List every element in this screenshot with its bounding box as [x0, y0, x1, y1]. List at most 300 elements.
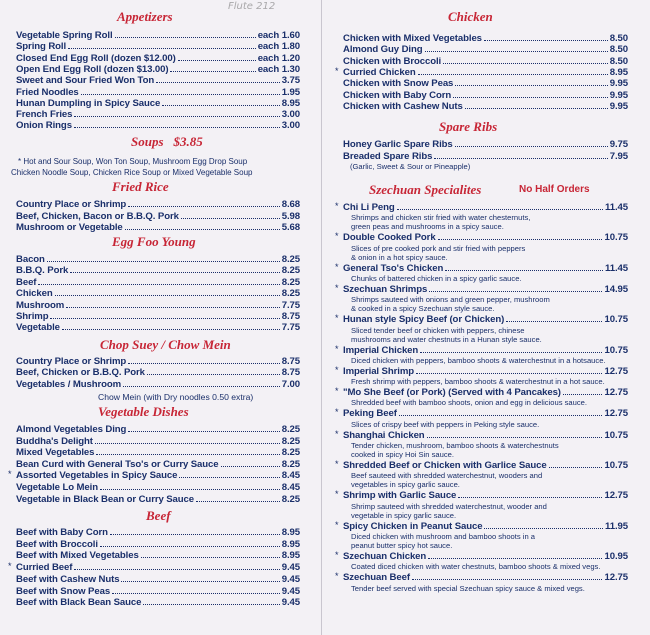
- item-name: Hunan Dumpling in Spicy Sauce: [16, 97, 161, 109]
- leader-dots: [141, 557, 280, 558]
- item-name: Onion Rings: [16, 120, 72, 132]
- item-name: Beef, Chicken or B.B.Q. Pork: [16, 367, 145, 379]
- leader-dots: [420, 352, 602, 353]
- item-name: Beef with Snow Peas: [16, 585, 111, 597]
- menu-item: [343, 232, 628, 242]
- menu-item: [16, 277, 300, 287]
- item-price: 8.45: [281, 482, 300, 493]
- item-price: 3.75: [281, 75, 300, 87]
- spicy-marker: *: [335, 313, 339, 324]
- leader-dots: [47, 261, 280, 262]
- item-price: 7.00: [281, 378, 300, 390]
- menu-item: [16, 494, 300, 504]
- menu-item: [343, 78, 628, 88]
- item-price: 12.75: [604, 387, 628, 399]
- section-title-soups: [131, 134, 203, 150]
- item-name: Vegetables / Mushroom: [16, 378, 122, 390]
- leader-dots: [455, 85, 607, 86]
- leader-dots: [443, 63, 608, 64]
- leader-dots: [196, 501, 280, 502]
- item-price: 8.25: [281, 447, 300, 459]
- item-name: Shanghai Chicken: [343, 429, 425, 441]
- item-price: 8.25: [281, 435, 300, 447]
- section-title-fried-rice: Fried Rice: [112, 179, 169, 194]
- item-price: 12.75: [604, 572, 628, 584]
- menu-item: [16, 527, 300, 537]
- item-price: 11.45: [605, 262, 628, 274]
- item-name: Double Cooked Pork: [343, 232, 436, 244]
- section-title-beef: Beef: [146, 508, 171, 523]
- item-description: Beef sauteed with shredded waterchestnut, wooders and: [351, 471, 543, 481]
- item-description: Shrimps and chicken stir fried with water chesternuts,: [351, 213, 531, 223]
- leader-dots: [123, 386, 280, 387]
- leader-dots: [162, 105, 279, 106]
- menu-item: [16, 41, 300, 51]
- item-name: Spring Roll: [16, 41, 67, 53]
- menu-item: [16, 424, 300, 434]
- item-description: vegetable in spicy garlic sauce.: [351, 510, 457, 520]
- item-name: Beef with Black Bean Sauce: [16, 597, 142, 609]
- item-price: 10.75: [604, 344, 628, 356]
- menu-item: [16, 222, 300, 232]
- menu-item: [16, 265, 300, 275]
- menu-item: [343, 67, 628, 77]
- leader-dots: [412, 579, 603, 580]
- leader-dots: [465, 108, 608, 109]
- menu-item: [343, 366, 628, 376]
- item-price: 10.75: [604, 460, 628, 471]
- menu-item: [343, 202, 628, 212]
- item-price: 8.50: [609, 55, 628, 67]
- item-name: Beef, Chicken, Bacon or B.B.Q. Pork: [16, 210, 179, 222]
- menu-item: [16, 254, 300, 264]
- leader-dots: [179, 477, 279, 478]
- menu-item: [16, 98, 300, 108]
- menu-item: [343, 490, 628, 500]
- menu-item: [16, 550, 300, 560]
- item-name: Beef with Baby Corn: [16, 527, 108, 538]
- spicy-marker: *: [335, 386, 339, 397]
- spicy-marker: *: [335, 519, 339, 530]
- item-price: 9.75: [609, 139, 628, 150]
- item-price: 8.95: [281, 527, 300, 538]
- item-price: 8.25: [281, 254, 300, 265]
- leader-dots: [112, 593, 280, 594]
- menu-item: [16, 300, 300, 310]
- item-name: Buddha's Delight: [16, 435, 93, 447]
- item-name: Mushroom or Vegetable: [16, 222, 123, 233]
- item-description: & cooked in a spicy Szechuan style sauce.: [351, 304, 495, 314]
- menu-item: [343, 521, 628, 531]
- spicy-marker: *: [335, 261, 339, 272]
- item-name: Shrimp: [16, 311, 49, 322]
- item-name: Breaded Spare Ribs: [343, 150, 433, 162]
- leader-dots: [74, 116, 279, 117]
- spicy-marker: *: [335, 571, 339, 582]
- menu-item: [343, 44, 628, 54]
- leader-dots: [128, 363, 280, 364]
- menu-item: [343, 387, 628, 397]
- item-price: 12.75: [604, 490, 628, 502]
- leader-dots: [484, 528, 603, 529]
- item-description: cooked in spicy Hoi Sin sauce.: [351, 450, 454, 459]
- menu-item: [343, 90, 628, 100]
- menu-item: [16, 211, 300, 221]
- item-name: Vegetable in Black Bean or Curry Sauce: [16, 493, 195, 505]
- spicy-marker: *: [335, 343, 339, 354]
- item-name: Peking Beef: [343, 408, 397, 420]
- leader-dots: [399, 415, 603, 416]
- leader-dots: [121, 581, 279, 582]
- menu-item: [16, 87, 300, 97]
- leader-dots: [458, 497, 602, 498]
- leader-dots: [549, 467, 603, 468]
- item-description: Diced chicken with peppers, bamboo shoots & waterchestnut in a hotsauce.: [351, 356, 606, 365]
- item-name: Chicken with Mixed Vegetables: [343, 33, 482, 44]
- item-price: 9.45: [281, 573, 300, 585]
- item-price: 12.75: [604, 408, 628, 420]
- item-price: 1.95: [281, 86, 300, 98]
- item-price: 5.98: [281, 210, 300, 222]
- leader-dots: [128, 431, 279, 432]
- menu-item: [16, 539, 300, 549]
- leader-dots: [100, 546, 280, 547]
- item-name: Closed End Egg Roll (dozen $12.00): [16, 52, 176, 64]
- item-price: 7.75: [281, 299, 300, 311]
- soups-title: Soups: [131, 134, 164, 149]
- leader-dots: [147, 374, 280, 375]
- leader-dots: [434, 158, 607, 159]
- item-price: 12.75: [604, 366, 628, 377]
- leader-dots: [95, 443, 280, 444]
- item-price: 5.68: [281, 222, 300, 233]
- item-price: 9.95: [609, 100, 628, 112]
- item-name: Szechuan Beef: [343, 572, 410, 584]
- leader-dots: [143, 604, 279, 605]
- spicy-marker: *: [8, 561, 12, 572]
- item-description: & onion in a hot spicy sauce.: [351, 252, 448, 262]
- leader-dots: [455, 146, 608, 147]
- item-price: 11.45: [605, 202, 628, 213]
- section-title-chicken: Chicken: [448, 9, 493, 24]
- chow-mein-note: Chow Mein (with Dry noodles 0.50 extra): [98, 392, 254, 402]
- item-name: Szechuan Chicken: [343, 551, 427, 563]
- leader-dots: [70, 272, 280, 273]
- leader-dots: [428, 558, 602, 559]
- item-price: 9.95: [609, 89, 628, 101]
- item-description: mushrooms and water chestnuts in a Hunan style sauce.: [351, 334, 542, 344]
- leader-dots: [418, 74, 608, 75]
- item-name: Beef with Broccoli: [16, 538, 98, 550]
- item-name: Vegetable: [16, 322, 60, 334]
- item-name: Shrimp with Garlic Sauce: [343, 490, 457, 502]
- menu-item: [343, 139, 628, 149]
- leader-dots: [125, 229, 280, 230]
- item-price: 8.95: [281, 97, 300, 109]
- menu-item: [16, 199, 300, 209]
- item-name: French Fries: [16, 109, 73, 121]
- item-name: Szechuan Shrimps: [343, 284, 428, 295]
- menu-item: [16, 482, 300, 492]
- menu-item: [16, 53, 300, 63]
- leader-dots: [81, 94, 280, 95]
- menu-item: [343, 408, 628, 418]
- item-name: Chicken with Snow Peas: [343, 78, 454, 90]
- item-name: Vegetable Lo Mein: [16, 482, 98, 493]
- item-name: Almond Guy Ding: [343, 44, 423, 56]
- menu-item: [16, 64, 300, 74]
- menu-item: [343, 430, 628, 440]
- item-name: Imperial Chicken: [343, 344, 419, 356]
- item-price: 8.50: [609, 44, 628, 56]
- item-price: 8.75: [281, 367, 300, 379]
- spicy-marker: *: [335, 550, 339, 561]
- item-price: 9.95: [609, 78, 628, 90]
- item-name: Honey Garlic Spare Ribs: [343, 139, 453, 150]
- leader-dots: [181, 218, 280, 219]
- leader-dots: [156, 82, 280, 83]
- leader-dots: [96, 454, 279, 455]
- menu-item: [343, 56, 628, 66]
- menu-item: [16, 447, 300, 457]
- item-price: 8.25: [281, 288, 300, 300]
- leader-dots: [563, 394, 603, 395]
- section-title-szechuan: Szechuan Specialites: [369, 182, 482, 197]
- item-description: green peas and mushrooms in a spicy sauce.: [351, 222, 504, 232]
- item-name: Bacon: [16, 254, 45, 265]
- leader-dots: [506, 321, 602, 322]
- item-name: Bean Curd with General Tso's or Curry Sauce: [16, 458, 219, 470]
- item-price: 8.95: [281, 538, 300, 550]
- item-name: Assorted Vegetables in Spicy Sauce: [16, 470, 178, 482]
- item-price: 8.95: [281, 550, 300, 562]
- item-price: each 1.20: [257, 52, 300, 64]
- menu-item: [16, 30, 300, 40]
- leader-dots: [74, 569, 279, 570]
- item-price: 10.75: [604, 429, 628, 441]
- item-description: Slices of pre cooked pork and stir fried with peppers: [351, 243, 526, 253]
- item-description: Chunks of battered chicken in a spicy garlic sauce.: [351, 274, 522, 283]
- item-description: Tender chicken, mushroom, bamboo shoots & waterchestnuts: [351, 440, 559, 450]
- item-price: each 1.30: [257, 63, 300, 75]
- leader-dots: [68, 48, 256, 49]
- spicy-marker: *: [335, 231, 339, 242]
- item-price: 8.25: [281, 458, 300, 470]
- menu-item: [16, 597, 300, 607]
- menu-item: [16, 120, 300, 130]
- leader-dots: [427, 437, 603, 438]
- menu-item: [16, 574, 300, 584]
- item-price: 3.00: [281, 109, 300, 121]
- leader-dots: [100, 489, 280, 490]
- leader-dots: [170, 71, 255, 72]
- menu-item: [16, 459, 300, 469]
- spicy-marker: *: [335, 201, 339, 211]
- item-name: Chicken with Cashew Nuts: [343, 100, 463, 112]
- item-price: each 1.80: [257, 41, 300, 53]
- leader-dots: [221, 466, 280, 467]
- leader-dots: [128, 206, 280, 207]
- menu-item: [16, 288, 300, 298]
- item-price: 8.25: [281, 276, 300, 288]
- leader-dots: [38, 284, 279, 285]
- item-name: Country Place or Shrimp: [16, 199, 127, 210]
- item-description: Diced chicken with mushroom and bamboo shoots in a: [351, 532, 536, 541]
- leader-dots: [425, 51, 608, 52]
- menu-item: [16, 367, 300, 377]
- leader-dots: [445, 270, 603, 271]
- menu-item: [16, 379, 300, 389]
- leader-dots: [55, 295, 280, 296]
- item-name: Curried Chicken: [343, 66, 416, 78]
- leader-dots: [110, 534, 280, 535]
- spicy-marker: *: [335, 407, 339, 418]
- section-title-vegetable-dishes: Vegetable Dishes: [98, 404, 189, 419]
- item-name: Beef with Mixed Vegetables: [16, 550, 139, 562]
- menu-item: [343, 572, 628, 582]
- item-description: Shrimps sauteed with onions and green pepper, mushroom: [351, 295, 550, 305]
- menu-item: [343, 263, 628, 273]
- item-price: 8.50: [609, 33, 628, 44]
- item-name: Mushroom: [16, 299, 65, 311]
- spare-ribs-note: (Garlic, Sweet & Sour or Pineapple): [350, 162, 471, 171]
- item-price: 3.00: [281, 120, 300, 132]
- section-title-appetizers: Appetizers: [117, 9, 173, 24]
- item-name: Mixed Vegetables: [16, 447, 95, 459]
- leader-dots: [484, 40, 608, 41]
- item-price: 10.75: [604, 314, 628, 326]
- leader-dots: [438, 239, 603, 240]
- item-price: 7.75: [281, 322, 300, 334]
- menu-item: [16, 586, 300, 596]
- menu-item: [343, 151, 628, 161]
- menu-item: [343, 551, 628, 561]
- item-name: Curried Beef: [16, 562, 73, 574]
- menu-item: [16, 322, 300, 332]
- leader-dots: [66, 307, 279, 308]
- menu-item: [16, 109, 300, 119]
- spicy-marker: *: [335, 283, 339, 293]
- item-description: vegetables in spicy garlic sauce.: [351, 480, 460, 490]
- leader-dots: [74, 127, 280, 128]
- leader-dots: [178, 60, 256, 61]
- item-price: 10.95: [604, 551, 628, 563]
- leader-dots: [416, 373, 602, 374]
- item-price: 10.75: [604, 232, 628, 244]
- item-price: 8.25: [281, 265, 300, 277]
- item-price: 9.45: [281, 562, 300, 574]
- item-name: Fried Noodles: [16, 86, 79, 98]
- item-name: Chicken: [16, 288, 53, 300]
- item-name: Beef with Cashew Nuts: [16, 573, 120, 585]
- item-name: Open End Egg Roll (dozen $13.00): [16, 63, 169, 75]
- item-price: 8.75: [281, 356, 300, 367]
- item-name: Sweet and Sour Fried Won Ton: [16, 75, 155, 87]
- item-name: Chicken with Broccoli: [343, 55, 442, 67]
- menu-item: [16, 470, 300, 480]
- spicy-marker: *: [335, 489, 339, 500]
- item-name: Shredded Beef or Chicken with Garlice Sauce: [343, 460, 547, 471]
- item-name: Imperial Shrimp: [343, 366, 415, 377]
- item-price: 14.95: [604, 284, 628, 295]
- item-name: General Tso's Chicken: [343, 262, 444, 274]
- item-name: Spicy Chicken in Peanut Sauce: [343, 520, 483, 532]
- menu-item: [343, 284, 628, 294]
- menu-item: [16, 562, 300, 572]
- item-description: Fresh shrimp with peppers, bamboo shoots & waterchestnut in a hot sauce.: [351, 377, 605, 387]
- item-name: Beef: [16, 276, 37, 288]
- menu-item: [343, 345, 628, 355]
- leader-dots: [115, 37, 256, 38]
- section-title-chop-suey: Chop Suey / Chow Mein: [100, 337, 231, 352]
- soup-list: * Hot and Sour Soup, Won Ton Soup, Mushroom Egg Drop Soup: [18, 157, 248, 166]
- item-name: Chicken with Baby Corn: [343, 89, 452, 101]
- item-description: Tender beef served with special Szechuan spicy sauce & mixed vegs.: [351, 583, 585, 593]
- item-price: 8.45: [281, 470, 300, 482]
- item-price: 8.68: [281, 199, 300, 210]
- item-price: each 1.60: [257, 30, 300, 41]
- item-name: Country Place or Shrimp: [16, 356, 127, 367]
- column-divider: [321, 0, 322, 635]
- menu-item: [16, 436, 300, 446]
- item-name: B.B.Q. Pork: [16, 265, 69, 277]
- spicy-marker: *: [335, 65, 339, 76]
- item-price: 8.95: [609, 66, 628, 78]
- item-price: 11.95: [605, 520, 628, 532]
- menu-item: [343, 101, 628, 111]
- item-price: 8.75: [281, 311, 300, 322]
- item-description: Coated diced chicken with water chestnuts, bamboo shoots & mixed vegs.: [351, 562, 601, 572]
- section-title-spare-ribs: Spare Ribs: [439, 119, 498, 134]
- item-price: 8.25: [281, 424, 300, 435]
- section-title-egg-foo-young: Egg Foo Young: [112, 234, 196, 249]
- item-name: Hunan style Spicy Beef (or Chicken): [343, 314, 505, 326]
- item-name: Chi Li Peng: [343, 202, 395, 213]
- item-description: Sliced tender beef or chicken with peppers, chinese: [351, 325, 525, 335]
- spicy-marker: *: [8, 469, 12, 480]
- spicy-marker: *: [335, 428, 339, 439]
- item-price: 7.95: [609, 150, 628, 162]
- item-description: Slices of crispy beef with peppers in Peking style sauce.: [351, 419, 540, 429]
- menu-item: [343, 314, 628, 324]
- leader-dots: [429, 291, 602, 292]
- item-description: peanut butter spicy hot sauce.: [351, 541, 453, 551]
- no-half-orders-label: No Half Orders: [519, 184, 590, 195]
- menu-item: [16, 311, 300, 321]
- handwritten-note: Flute 212: [228, 1, 276, 12]
- item-price: 8.25: [281, 493, 300, 505]
- menu-item: [343, 460, 628, 470]
- menu-item: [343, 33, 628, 43]
- spicy-marker: *: [335, 459, 339, 469]
- leader-dots: [62, 329, 280, 330]
- leader-dots: [397, 209, 603, 210]
- item-description: Shrimp sauteed with shredded waterchestnut, wooder and: [351, 501, 547, 511]
- leader-dots: [50, 318, 279, 319]
- spicy-marker: *: [335, 365, 339, 375]
- soups-price: $3.85: [173, 134, 203, 149]
- item-name: Almond Vegetables Ding: [16, 424, 127, 435]
- item-price: 9.45: [281, 597, 300, 609]
- menu-item: [16, 75, 300, 85]
- soup-list: Chicken Noodle Soup, Chicken Rice Soup or Mixed Vegetable Soup: [11, 168, 253, 177]
- item-description: Shredded beef with bamboo shoots, onion and egg in delicious sauce.: [351, 398, 587, 408]
- item-name: "Mo She Beef (or Pork) (Served with 4 Pancakes): [343, 387, 561, 399]
- item-name: Vegetable Spring Roll: [16, 30, 113, 41]
- item-price: 9.45: [281, 585, 300, 597]
- menu-item: [16, 356, 300, 366]
- leader-dots: [453, 97, 608, 98]
